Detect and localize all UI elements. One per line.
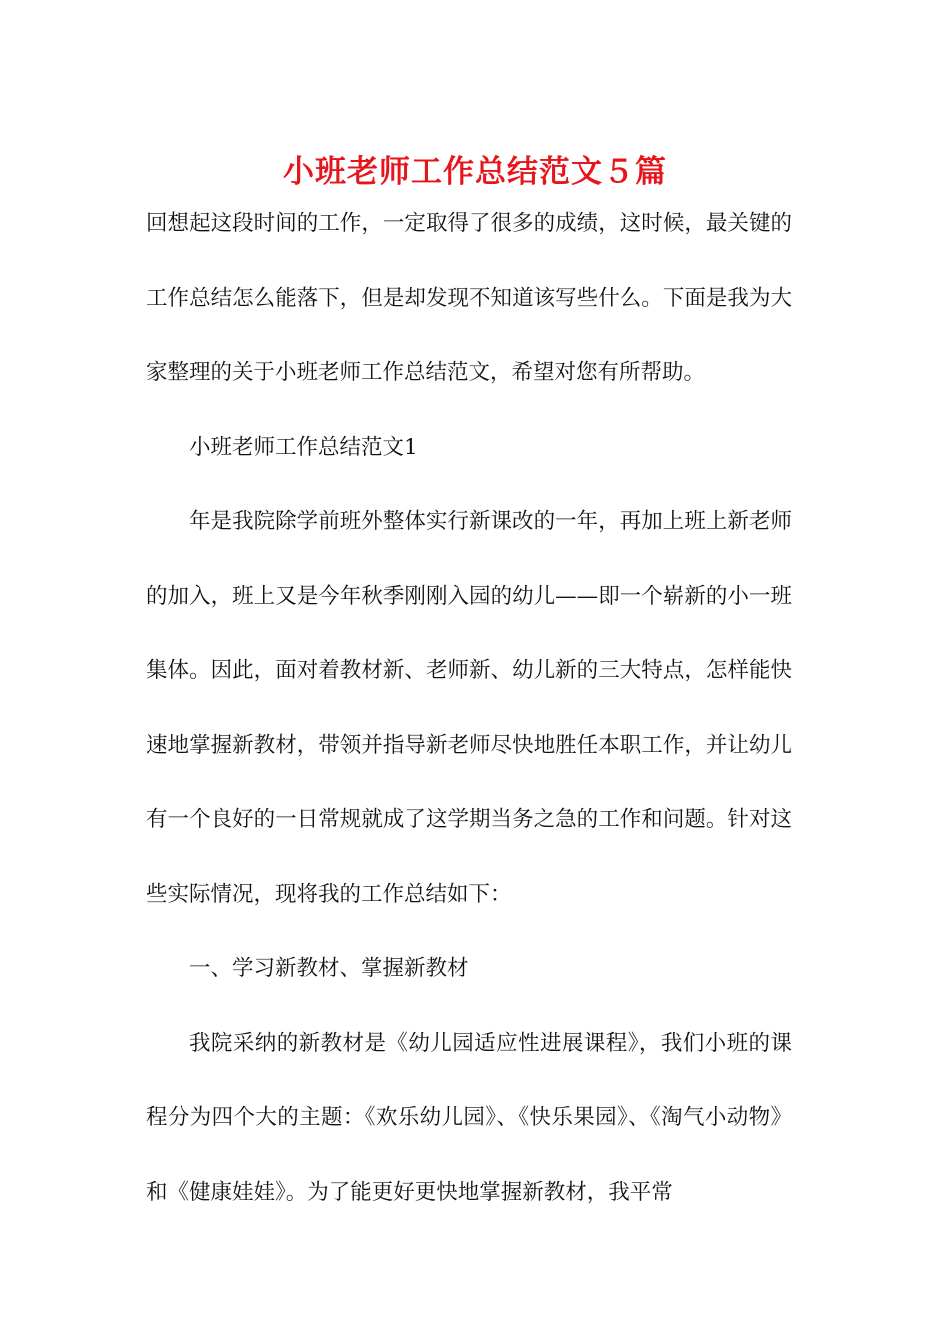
- body-paragraph: 年是我院除学前班外整体实行新课改的一年，再加上班上新老师的加入，班上又是今年秋季刚刚入园的幼儿——即一个崭新的小一班集体。因此，面对着教材新、老师新、幼儿新的三大特点，怎样能快速地掌握新教材，带领并指导新老师尽快地胜任本职工作，并让幼儿有一个良好的一日常规就成了这学期当务之急的工作和问题。针对这些实际情况，现将我的工作总结如下：: [146, 509, 792, 907]
- subsection-heading: 一、学习新教材、掌握新教材: [189, 956, 469, 981]
- section-heading-1: 小班老师工作总结范文1: [189, 434, 418, 460]
- document-title: 小班老师工作总结范文５篇: [283, 154, 667, 190]
- intro-paragraph: 回想起这段时间的工作，一定取得了很多的成绩，这时候，最关键的工作总结怎么能落下，但是却发现不知道该写些什么。下面是我为大家整理的关于小班老师工作总结范文，希望对您有所帮助。: [146, 211, 792, 385]
- body-paragraph: 我院采纳的新教材是《幼儿园适应性进展课程》，我们小班的课程分为四个大的主题：《欢乐幼儿园》、《快乐果园》、《淘气小动物》和《健康娃娃》。为了能更好更快地掌握新教材，我平常: [146, 1030, 792, 1205]
- document-body: [146, 187, 792, 1230]
